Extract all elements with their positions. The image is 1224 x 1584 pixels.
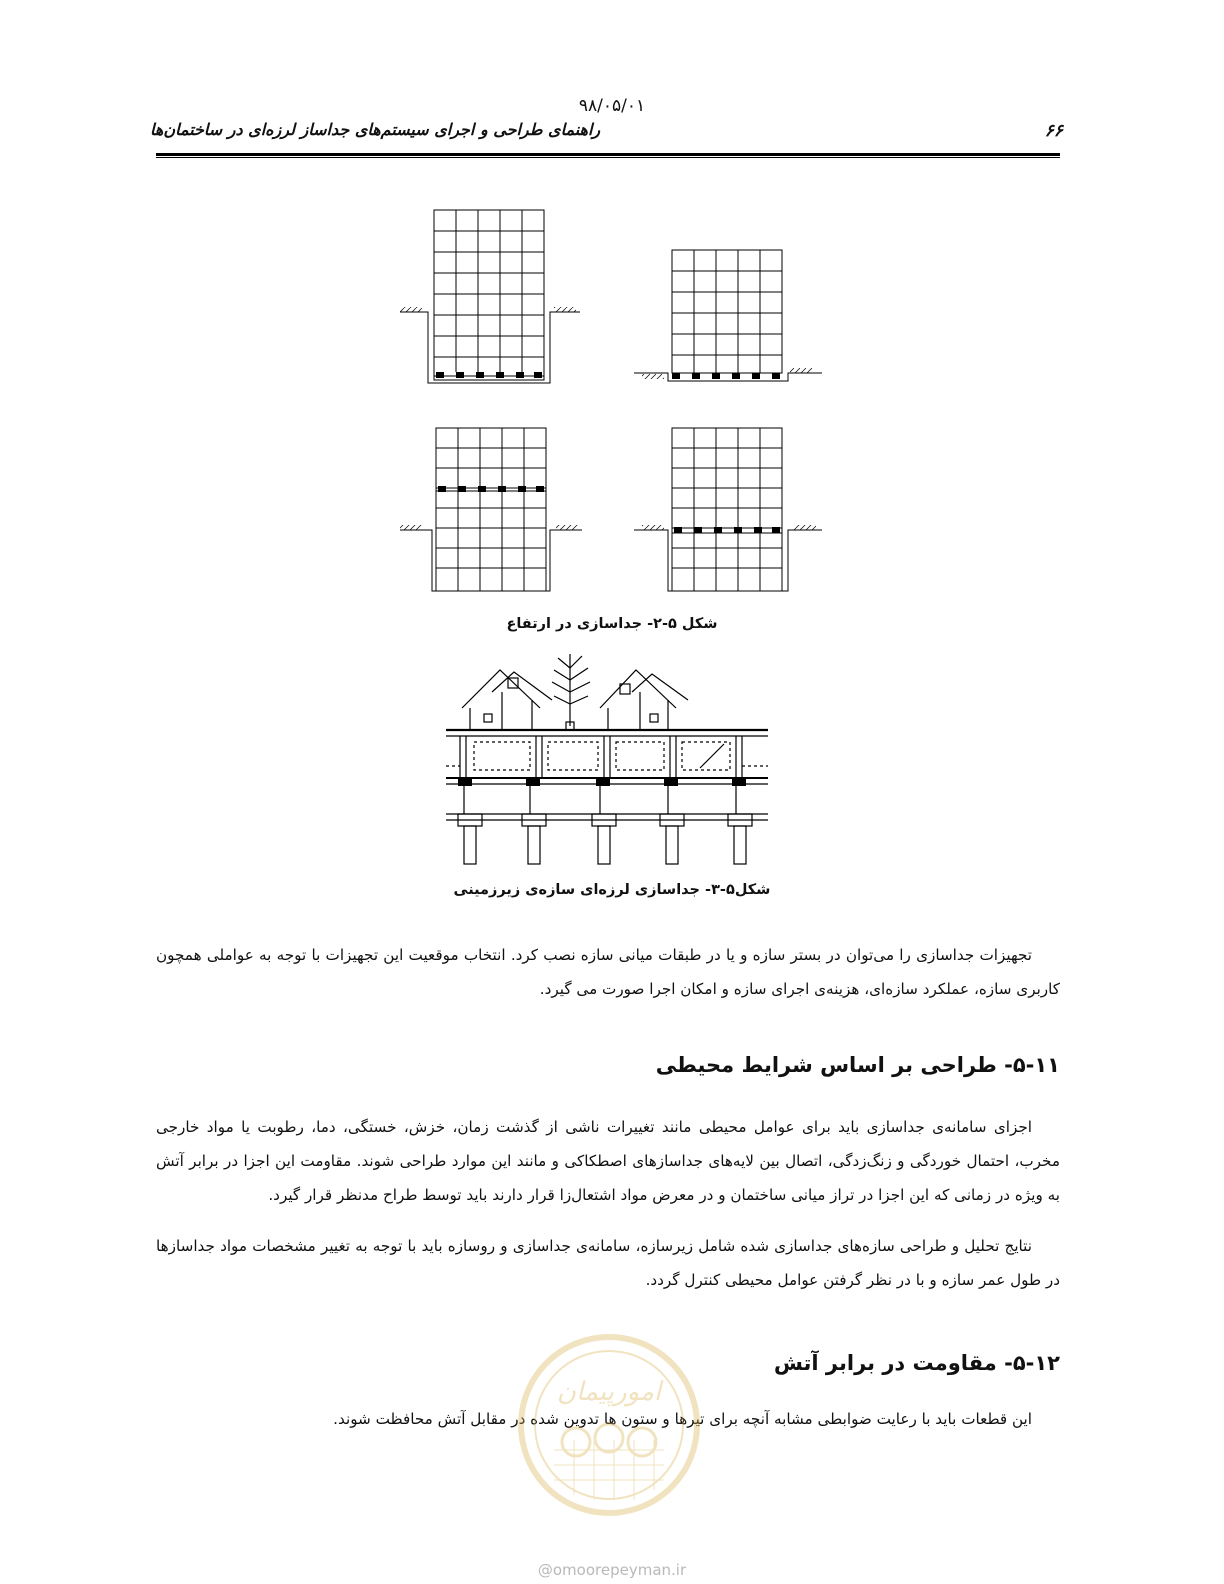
section-11-paragraph-1: اجزای سامانه‌ی جداسازی باید برای عوامل محیطی مانند تغییرات ناشی از گذشت زمان، خزش، خستگی، دما، رطوبت یا مواد خارجی مخرب، احتمال خوردگی و زنگ‌زدگی، اتصال بین لایه‌های جداسازهای اصطکاکی و مانند این موارد طراحی شوند. مقاومت این اجزا در برابر آتش به ویژه در زمانی که این اجزا در تراز میانی ساختمان و در معرض مواد اشتعال‌زا قرار دارند باید توسط طراح مدنظر قرار گیرد.	[156, 1118, 1060, 1204]
tree-icon	[552, 654, 590, 730]
house-left	[462, 670, 552, 730]
building-base-isolated-basement	[400, 210, 580, 383]
running-header-title: راهنمای طراحی و اجرای سیستم‌های جداساز لرزه‌ای در ساختمان‌ها	[150, 120, 601, 139]
section-11-paragraph-2: نتایج تحلیل و طراحی سازه‌های جداسازی شده شامل زیرسازه، سامانه‌ی جداسازی و روسازه باید با توجه به تغییر مشخصات مواد جداسازها در طول عمر سازه و با در نظر گرفتن عوامل محیطی کنترل گردد.	[156, 1237, 1060, 1289]
isolator-markers	[458, 778, 746, 786]
watermark-url: @omoorepeyman.ir	[537, 1561, 687, 1579]
section-12-paragraph-1: این قطعات باید با رعایت ضوابطی مشابه آنچه برای تیرها و ستون ها تدوین شده در مقابل آتش محافظت شوند.	[333, 1410, 1032, 1428]
watermark-logo-text: امورپیمان	[556, 1377, 662, 1407]
building-base-isolated-ground	[634, 250, 822, 381]
figure-5-3-caption: شکل۵-۳- جداسازی لرزه‌ای سازه‌ی زیرزمینی	[453, 882, 771, 898]
figure-isolation-in-height	[380, 200, 840, 610]
isolator-markers	[436, 372, 780, 533]
building-mid-story-isolated-low	[634, 428, 822, 591]
section-11-heading: ۵-۱۱- طراحی بر اساس شرایط محیطی	[655, 1053, 1060, 1077]
foundation-piles	[458, 814, 752, 864]
building-mid-story-isolated-high	[400, 428, 582, 591]
intro-paragraph: تجهیزات جداسازی را می‌توان در بستر سازه و یا در طبقات میانی سازه نصب کرد. انتخاب موقعیت این تجهیزات با توجه به عواملی همچون کاربری سازه، عملکرد سازه‌ای، هزینه‌ی اجرای سازه و امکان اجرا صورت می گیرد.	[156, 946, 1060, 998]
house-right	[600, 670, 688, 730]
document-date: ۹۸/۰۵/۰۱	[578, 96, 646, 116]
figure-5-2-caption: شکل ۵-۲- جداسازی در ارتفاع	[506, 616, 718, 632]
watermark-logo	[514, 1330, 704, 1520]
page-number: ۶۶	[1044, 121, 1063, 141]
header-rule	[156, 153, 1060, 158]
figure-underground-isolation	[440, 648, 780, 873]
section-12-heading: ۵-۱۲- مقاومت در برابر آتش	[773, 1351, 1060, 1375]
